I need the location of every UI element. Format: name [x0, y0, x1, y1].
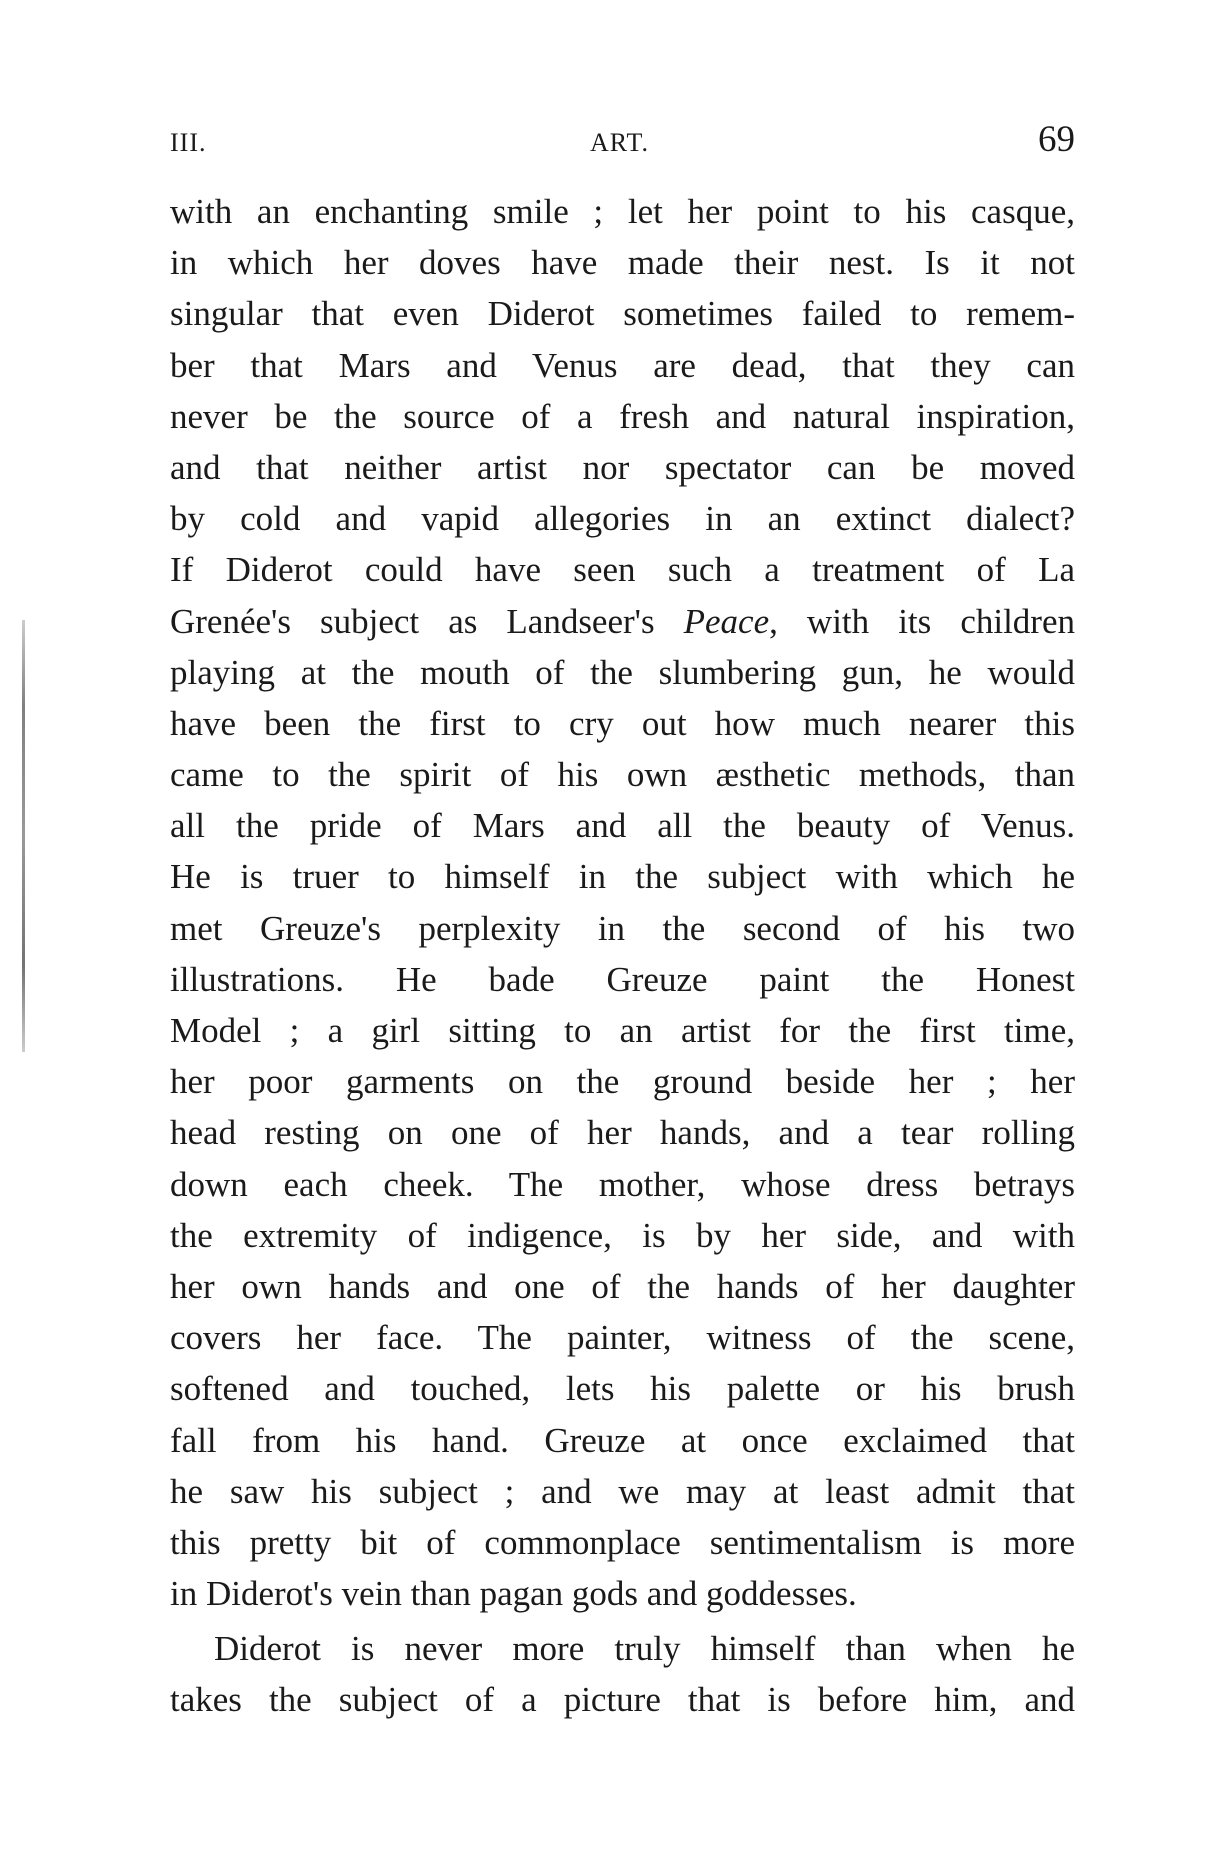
text-line: head resting on one of her hands, and a tear rolling	[170, 1113, 1075, 1153]
text-line: If Diderot could have seen such a treatment of La	[170, 550, 1075, 590]
text-line: this pretty bit of commonplace sentimentalism is more	[170, 1522, 1075, 1562]
text-line: Grenée's subject as Landseer's Peace, with its children	[170, 601, 1075, 641]
text-line: covers her face. The painter, witness of the scene,	[170, 1318, 1075, 1358]
text-line: met Greuze's perplexity in the second of his two	[170, 908, 1075, 948]
running-title: ART.	[590, 128, 650, 157]
text-line: illustrations. He bade Greuze paint the Honest	[170, 959, 1075, 999]
chapter-number: III.	[170, 128, 207, 157]
text-line: He is truer to himself in the subject with which he	[170, 857, 1075, 897]
text-line: her own hands and one of the hands of her daughter	[170, 1266, 1075, 1306]
text-line: never be the source of a fresh and natural inspiration,	[170, 396, 1075, 436]
text-line: playing at the mouth of the slumbering gun, he would	[170, 652, 1075, 692]
text-line: singular that even Diderot sometimes failed to remem-	[170, 294, 1075, 334]
text-line: takes the subject of a picture that is before him, and	[170, 1680, 1075, 1720]
page-number: 69	[1038, 119, 1075, 160]
paragraph	[170, 1623, 1075, 1725]
text-line: came to the spirit of his own æsthetic methods, than	[170, 755, 1075, 795]
text-line: have been the first to cry out how much nearer this	[170, 703, 1075, 743]
text-line: Diderot is never more truly himself than when he	[214, 1629, 1075, 1669]
text-line: in Diderot's vein than pagan gods and goddesses.	[170, 1574, 857, 1614]
margin-scan-mark	[22, 620, 25, 1052]
body-text	[170, 186, 1075, 1726]
text-line: by cold and vapid allegories in an extinct dialect?	[170, 499, 1075, 539]
text-line: softened and touched, lets his palette or his brush	[170, 1369, 1075, 1409]
text-line: down each cheek. The mother, whose dress betrays	[170, 1164, 1075, 1204]
text-line: the extremity of indigence, is by her side, and with	[170, 1215, 1075, 1255]
paragraphs	[170, 186, 1075, 1726]
painting-title: Peace	[683, 601, 770, 641]
text-line: in which her doves have made their nest. Is it not	[170, 243, 1075, 283]
text-line: and that neither artist nor spectator can be moved	[170, 447, 1075, 487]
text-line: Model ; a girl sitting to an artist for the first time,	[170, 1011, 1075, 1050]
text-line: all the pride of Mars and all the beauty of Venus.	[170, 806, 1075, 846]
running-head	[170, 118, 1075, 162]
text-line: her poor garments on the ground beside her ; her	[170, 1062, 1075, 1102]
text-line: ber that Mars and Venus are dead, that they can	[170, 345, 1075, 385]
text-line: he saw his subject ; and we may at least admit that	[170, 1471, 1075, 1511]
text-line: fall from his hand. Greuze at once exclaimed that	[170, 1420, 1075, 1460]
text-line: with an enchanting smile ; let her point to his casque,	[170, 192, 1075, 231]
paragraph	[170, 186, 1075, 1619]
